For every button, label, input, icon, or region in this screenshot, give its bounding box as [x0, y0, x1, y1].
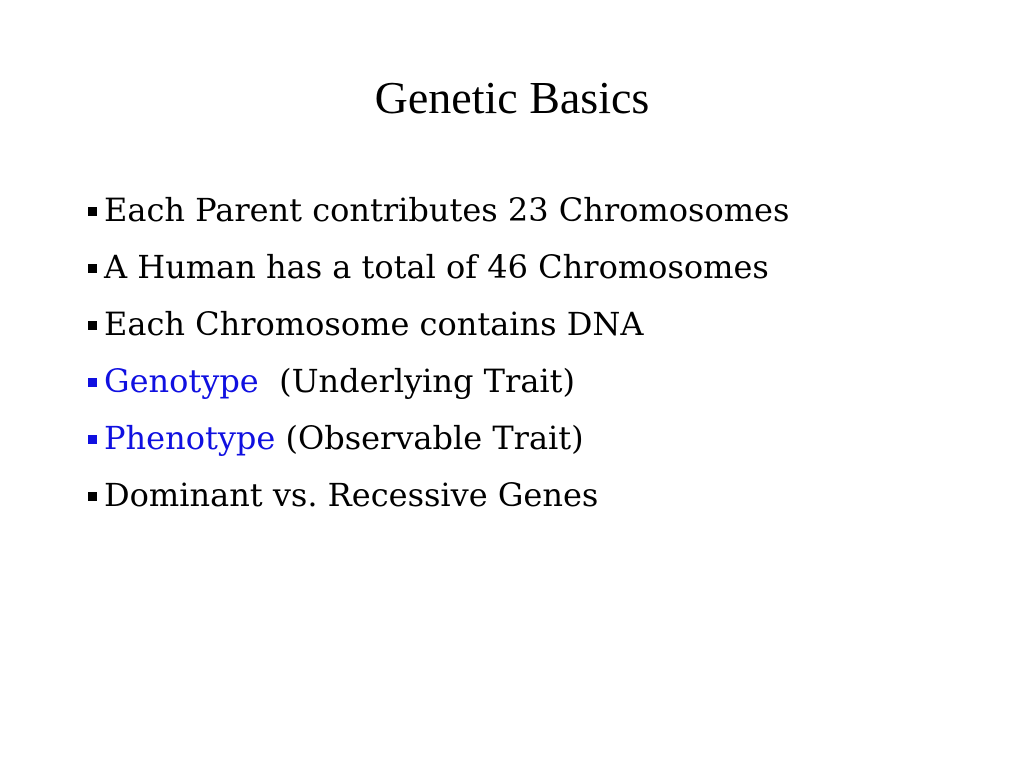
- list-item: [88, 355, 789, 412]
- list-item: [88, 298, 789, 355]
- bullet-text: A Human has a total of 46 Chromosomes: [104, 248, 769, 286]
- bullet-term-phenotype: Phenotype: [104, 419, 276, 457]
- bullet-term-genotype: Genotype: [104, 362, 259, 400]
- list-item: [88, 412, 789, 469]
- bullet-text: (Underlying Trait): [279, 362, 575, 400]
- square-bullet-icon: [88, 207, 97, 216]
- bullet-text: (Observable Trait): [285, 419, 584, 457]
- list-item: [88, 184, 789, 241]
- bullet-list: [88, 184, 789, 526]
- bullet-text: Dominant vs. Recessive Genes: [104, 476, 599, 514]
- square-bullet-icon: [88, 435, 97, 444]
- square-bullet-icon: [88, 492, 97, 501]
- bullet-text: Each Parent contributes 23 Chromosomes: [104, 191, 790, 229]
- square-bullet-icon: [88, 321, 97, 330]
- list-item: [88, 241, 789, 298]
- square-bullet-icon: [88, 378, 97, 387]
- list-item: [88, 469, 789, 526]
- square-bullet-icon: [88, 264, 97, 273]
- bullet-text: Each Chromosome contains DNA: [104, 305, 644, 343]
- slide-title: Genetic Basics: [374, 72, 650, 123]
